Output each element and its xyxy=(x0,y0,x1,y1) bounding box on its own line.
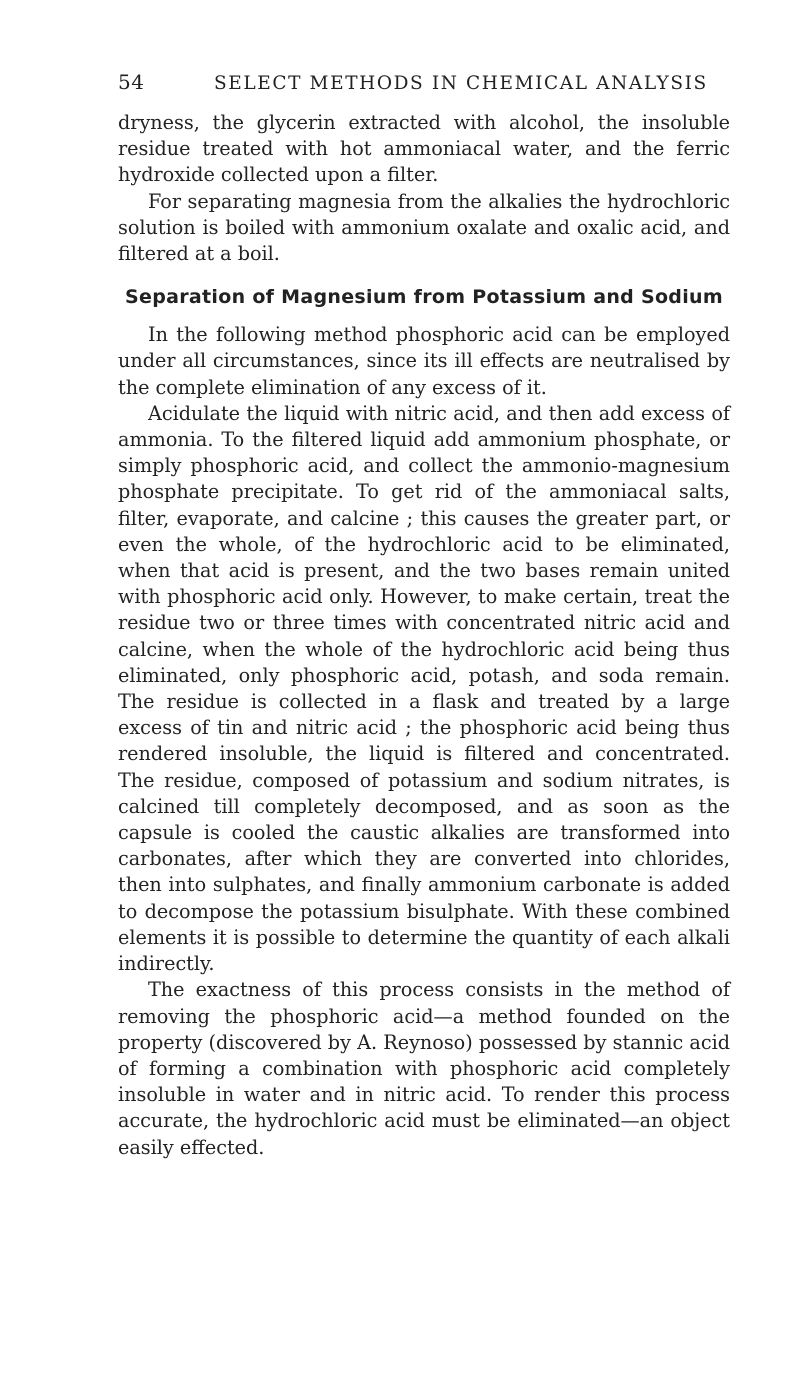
paragraph: Acidulate the liquid with nitric acid, and then add excess of ammonia. To the filtered liquid add ammonium phosphate, or simply phosphoric acid, and collect the ammonio-magnesium phosphate precipitate. To get rid of the ammoniacal salts, filter, evaporate, and calcine ; this causes the greater part, or even the whole, of the hydrochloric acid to be eliminated, when that acid is present, and the two bases remain united with phosphoric acid only. However, to make certain, treat the residue two or three times with concentrated nitric acid and calcine, when the whole of the hydrochloric acid being thus eliminated, only phosphoric acid, potash, and soda remain. The residue is collected in a flask and treated by a large excess of tin and nitric acid ; the phosphoric acid being thus rendered insoluble, the liquid is filtered and concentrated. The residue, composed of potassium and sodium nitrates, is calcined till completely decomposed, and as soon as the capsule is cooled the caustic alkalies are transformed into carbonates, after which they are converted into chlorides, then into sulphates, and finally ammonium carbonate is added to decompose the potassium bisulphate. With these combined elements it is possible to determine the quantity of each alkali indirectly. xyxy=(118,401,730,976)
running-header xyxy=(118,70,730,104)
paragraph-continued: dryness, the glycerin extracted with alcohol, the insoluble residue treated with hot ammoniacal water, and the ferric hydroxide collected upon a filter. xyxy=(118,111,730,187)
page-number: 54 xyxy=(118,70,145,94)
paragraph: In the following method phosphoric acid can be employed under all circumstances, since its ill effects are neutralised by the complete elimination of any excess of it. xyxy=(118,323,730,399)
section-heading: Separation of Magnesium from Potassium and Sodium xyxy=(125,286,723,309)
page xyxy=(118,70,730,1161)
running-title: SELECT METHODS IN CHEMICAL ANALYSIS xyxy=(214,73,708,94)
paragraph: For separating magnesia from the alkalies the hydrochloric solution is boiled with ammonium oxalate and oxalic acid, and filtered at a boil. xyxy=(118,189,730,266)
paragraph: The exactness of this process consists in the method of removing the phosphoric acid—a method founded on the property (discovered by A. Reynoso) possessed by stannic acid of forming a combination with phosphoric acid completely insoluble in water and in nitric acid. To render this process accurate, the hydrochloric acid must be eliminated—an object easily effected. xyxy=(118,978,730,1159)
